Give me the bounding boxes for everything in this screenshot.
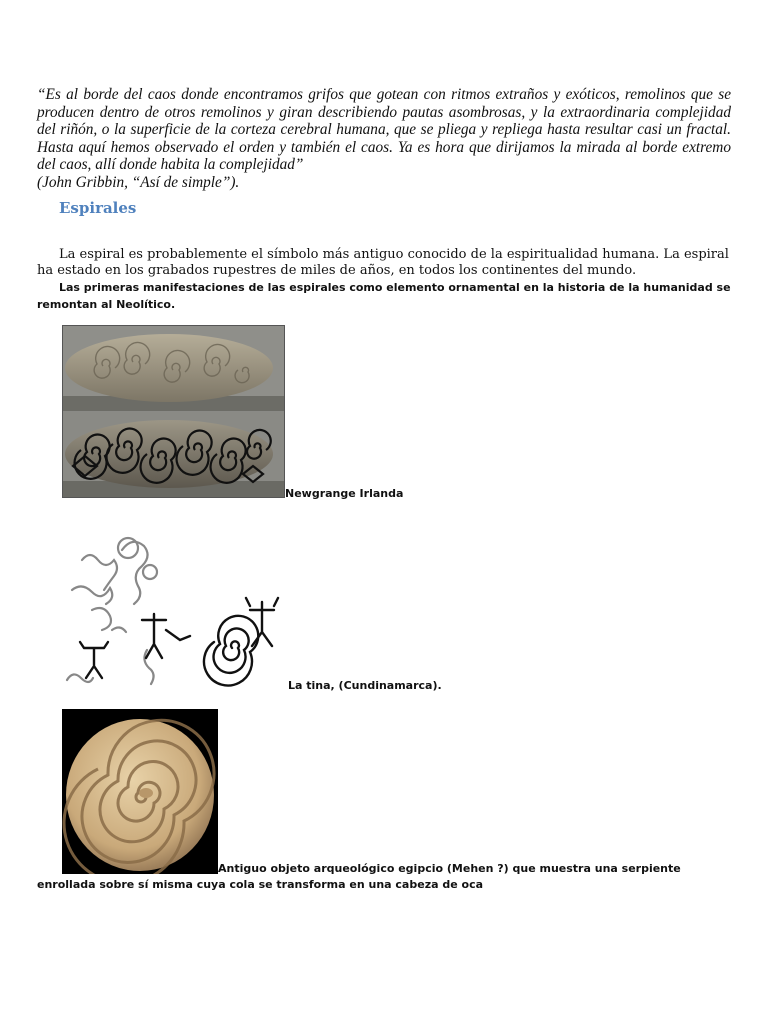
epigraph-quote (37, 86, 731, 192)
stone-photo-shape (65, 334, 273, 402)
mehen-coiled-serpent-image (62, 709, 218, 874)
intro-paragraph: La espiral es probablemente el símbolo más antiguo conocido de la espiritualidad humana. La espiral ha estado en los grabados rupestres de miles de años, en todos los continentes del mundo. (37, 247, 729, 278)
quote-open-mark: “ (37, 86, 46, 103)
figure-caption-mehen-text: Antiguo objeto arqueológico egipcio (Mehen ?) que muestra una serpiente enrollada sobre sí misma cuya cola se transforma en una cabeza de oca (37, 862, 681, 891)
figure-caption-mehen (37, 861, 737, 893)
quote-attribution: (John Gribbin, “Así de simple”). (37, 173, 240, 191)
section-heading: Espirales (59, 199, 137, 217)
quote-text: Es al borde del caos donde encontramos grifos que gotean con ritmos extraños y exóticos, remolinos que se producen dentro de otros remolinos y giran describiendo pautas asombrosas, y la extraordinaria complejidad del riñón, o la superficie de la corteza cerebral humana, que se pliega y repliega hasta resultar casi un fractal. Hasta aquí hemos observado el orden y también el caos. Ya es hora que dirijamos la mirada al borde extremo del caos, allí donde habita la complejidad” (37, 86, 731, 174)
neolithic-paragraph: Las primeras manifestaciones de las espirales como elemento ornamental en la historia de la humanidad se remontan al Neolítico. (37, 281, 731, 311)
figure-caption-la-tina: La tina, (Cundinamarca). (288, 679, 442, 692)
newgrange-stone-image (62, 325, 285, 498)
la-tina-petroglyph-image (62, 530, 282, 692)
figure-caption-newgrange: Newgrange Irlanda (285, 487, 404, 500)
